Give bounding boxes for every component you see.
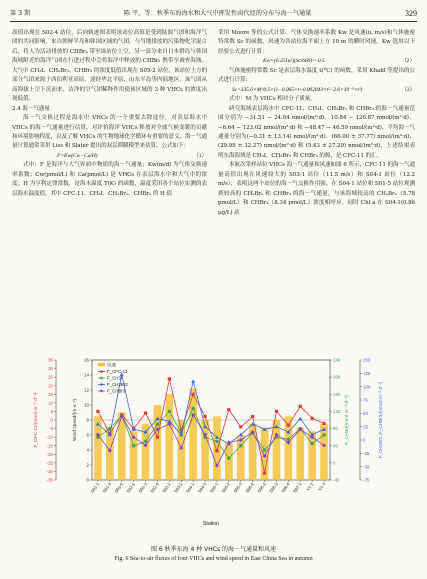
br-tick-label: 75 <box>363 397 368 403</box>
cfc11-point <box>227 408 230 411</box>
wind-tick-label: 16 <box>84 357 89 363</box>
cfc11-tick-label: 5 <box>50 409 53 415</box>
br-tick-label: 0 <box>363 437 366 443</box>
br-tick-label: 150 <box>363 357 371 363</box>
ch3i-point <box>287 438 290 441</box>
x-tick-label: S02-3 <box>137 481 148 494</box>
page-number: 329 <box>405 9 417 18</box>
wind-axis-title: Wind speed/(m·s⁻¹) <box>73 399 78 441</box>
wind-bar <box>296 428 304 481</box>
cfc11-point <box>144 412 147 415</box>
paragraph: 研究海域表层海水中 CFC-11、CH₃I、CH₂Br₂ 和 CHBr₃ 的海－气通量范围分别为 −31.51 − 24.04 nmol/(m²·d)、10.84 − 126.87 nmol/(m²·d)、−6.64 − 123.02 nmol/(m²·d) 和 −48.47 − 46.59 nmol/(m²·d)，平均海－气通量分别为(−0.31 ± 13.14) nmol/(m²·d)、(66.00 ± 37.77) nmol/(m²·d)、(29.99 ± 32.27) nmol/(m²·d) 和 (5.43 ± 27.29) nmol/(m²·d)，上述结果表明东海海域是 CH₃I、CH₂Br₂ 和 CHBr₃ 的源，是 CFC-11 的汇。 <box>218 105 415 159</box>
legend-marker <box>100 383 103 386</box>
ch3i-tick-label: 0 <box>333 460 336 466</box>
x-tick-label: S01-3 <box>101 481 113 494</box>
cfc11-point <box>299 405 302 408</box>
ch3i-tick-label: 160 <box>333 391 341 397</box>
paragraph: 式中：F 是海洋与大气界面中物质的海－气通量；Kw(m/d) 为气体交换速率系数；Cw(pmol/L) 和 Ca(pmol/L) 是 VHCs 在表层海水中和大气中的浓度；H 为亨利定律常数，是海水温度 T(K) 的函数，温度采用各个站位实测的表层海水温度值，其中 CFC-11、CH₃I、CH₂Br₂、CHBr₃ 的 H 值 <box>12 162 207 197</box>
ch3i-point <box>191 407 194 410</box>
ch3i-point <box>132 444 135 447</box>
x-tick-label: S05-2 <box>220 481 232 494</box>
cfc11-tick-label: -20 <box>46 451 53 457</box>
ch3i-point <box>310 442 313 445</box>
ch3i-tick-label: 80 <box>333 426 338 432</box>
legend-marker <box>100 377 103 380</box>
wind-tick-label: 2 <box>86 462 89 468</box>
equation-text: Sc=335.6×M^0.5×(1−0.065×t+0.002043×t²−2.6×10⁻⁵×t³) <box>232 86 363 93</box>
wind-tick-label: 8 <box>86 417 89 423</box>
x-tick-label: S02-1 <box>125 481 136 494</box>
x-tick-label: S05-1 <box>208 481 220 494</box>
cfc11-point <box>311 417 314 420</box>
x-tick-label: S07-1 <box>292 481 303 494</box>
equation-number: （2） <box>401 58 415 65</box>
cfc11-point <box>322 422 325 425</box>
x-tick-label: S02-4 <box>149 481 160 494</box>
cfc11-point <box>215 449 218 452</box>
wind-bar <box>154 405 162 480</box>
wind-bar <box>320 424 328 480</box>
x-tick-label: S01-1 <box>89 481 101 494</box>
paragraph: 气体施密特常数 Sc 是表层海水温度 t(°C) 的函数，采用 Khalil 等提出的公式进行计算： <box>218 67 415 84</box>
equation-3 <box>218 86 415 95</box>
figure-6 <box>30 356 385 529</box>
legend-swatch <box>98 363 105 367</box>
cfc11-tick-label: -10 <box>46 434 53 440</box>
cfc11-point <box>192 393 195 396</box>
cfc11-tick-label: 10 <box>48 400 53 406</box>
x-tick-label: S06-2 <box>256 481 267 494</box>
wind-tick-label: 4 <box>86 447 89 453</box>
equation-text: Kw=(0.251u²)(Sc/660)^−0.5 <box>263 58 325 65</box>
paragraph: 式中：M 为 VHCs 相对分子质量。 <box>229 96 316 103</box>
x-tick-label: S06-3 <box>268 481 279 494</box>
br-tick-label: -50 <box>363 464 370 470</box>
paragraph: 海－气交换过程是海水中 VHCs 的一个重要去除途径，对表层海水中 VHCs 的海－气通量进行估算，对评价海洋 VHCs 释放对全球气候变暖的贡献和环境影响程度，以及了解 VHCs 的生物地球化学循环有重要的意义。海－气通量计算通常采用 Liss 和 Slater 提出的双层滞膜模型来估算，公式如下： <box>12 115 207 150</box>
legend-marker <box>100 390 103 393</box>
equation-text: F=Kw(Cw−Ca/H) <box>57 152 98 159</box>
cfc11-tick-label: -25 <box>46 460 53 466</box>
cfc11-tick-label: 20 <box>48 383 53 389</box>
cfc11-point <box>251 415 254 418</box>
figure-caption-cn: 图 6 秋季东海 4 种 VHCs 的海－气通量和风速 <box>150 546 276 553</box>
ch3i-point <box>168 410 171 413</box>
ch3i-tick-label: 200 <box>333 374 341 380</box>
cfc11-point <box>96 410 99 413</box>
issue-number: 第 3 期 <box>10 10 31 17</box>
cfc11-tick-label: -15 <box>46 443 53 449</box>
wind-tick-label: 10 <box>84 402 89 408</box>
left-column <box>12 29 207 199</box>
cfc11-point <box>275 410 278 413</box>
br-tick-label: -75 <box>363 477 370 483</box>
cfc11-axis-title: F_CFC-11/(nmol·m⁻²·d⁻¹) <box>34 392 39 448</box>
paragraph: 采用 Moore 等的公式计算。气体交换速率系数 Kw 是风速(u, m/s)和气体施密特常数 Sc 的函数，风速为各站位海平面上方 10 m 的瞬时风速。Kw 选用以下经验公式进行计算： <box>218 30 415 55</box>
x-tick-label: S06-4 <box>280 481 291 494</box>
x-tick-label: S03-2 <box>173 481 184 494</box>
wind-bar <box>94 416 102 480</box>
x-tick-label: S01-5 <box>113 481 125 494</box>
ch3i-point <box>215 440 218 443</box>
wind-bar <box>273 420 281 480</box>
paragraph: 高值出现在 S02-4 站位，后向轨迹图表明该站位高值是受到陆源气团和海洋气团的共同影响，来自朝鲜半岛和韩国区域的气团，与当地排放的污染物化学混合后，将人为活动排放的 CHBr₃ 带至该站位上空，另一部分来自日本群岛与韩国海域附近的海洋气团在行进过程中会将海洋中释放的 CHBr₃ 携带至调查海域。大气中 CH₃I、CH₂Br₂、CHBr₃ 的浓度低值出现在 S05-2 站位，该站位上方的部分气团来源于西伯利亚高原，途经华北平原、山东半岛等内陆地区，该气团从高海拔上空下沉而来，洁净的空气团稀释作用使该区域的 3 种 VHCs 的浓度出现低值。 <box>12 30 207 103</box>
ch2br2-point <box>298 417 302 421</box>
cfc11-point <box>203 415 206 418</box>
x-tick-label: S03-1 <box>161 481 172 494</box>
ch3i-point <box>144 440 147 443</box>
x-tick-label: S04-1 <box>184 481 196 494</box>
ch3i-point <box>227 456 230 459</box>
ch3i-point <box>156 423 159 426</box>
legend-label: F_CFC-11 <box>107 369 128 375</box>
x-tick-label: S05-3 <box>232 481 244 494</box>
legend-label: F_CH3I <box>107 375 123 381</box>
equation-number: （3） <box>401 86 415 93</box>
x-tick-label: S04-3 <box>196 481 208 494</box>
equation-1 <box>12 152 207 161</box>
br-tick-label: 125 <box>363 370 371 376</box>
ch3i-point <box>239 444 242 447</box>
x-tick-label: Y1-3 <box>317 481 327 492</box>
cfc11-point <box>156 436 159 439</box>
ch3i-tick-label: 40 <box>333 443 338 449</box>
br-tick-label: 50 <box>363 410 368 416</box>
ch3i-axis-title: F_CH3I/(nmol·m⁻²·d⁻¹) <box>345 395 350 445</box>
figure-caption-en: Fig. 6 Sea-to-air fluxes of four VHCs and wind speed in East China Sea in autumn <box>114 556 313 562</box>
ch3i-tick-label: 240 <box>333 357 341 363</box>
br-axis-title: F_CH2Br2 (F_CHBr3)/(nmol·m⁻²·d⁻¹) <box>378 381 383 459</box>
wind-tick-label: 12 <box>84 387 89 393</box>
ch3i-tick-label: -40 <box>333 477 340 483</box>
running-header <box>10 8 417 22</box>
x-tick-label: S06-1 <box>244 481 255 494</box>
wind-bar <box>213 416 221 480</box>
ch2br2-point <box>191 379 195 383</box>
cfc11-tick-label: 15 <box>48 391 53 397</box>
paragraph: 本航次采样站位 VHCs 海－气通量和风速如图 6 所示，CFC-11 的海－气通量高值出现在风速较大的 S03-1 站位（11.5 m/s）和 S04-1 站位（12.2 m/s），表明这两个站位的海－气交换作用强。在 S04-1 站位和 S01-5 站位观测到较高的 CH₂Br₂ 和 CHBr₃ 的海－气通量，与该海域较高的 CH₂Br₂（5.78 pmol/L）和 CHBr₃（8.34 pmol/L）浓度相呼应。同时 Chl a 在 S04-1(0.86 μg/L) 站 <box>218 162 415 216</box>
cfc11-tick-label: 25 <box>48 374 53 380</box>
cfc11-point <box>287 424 290 427</box>
ch3i-point <box>322 433 325 436</box>
cfc11-point <box>263 472 266 475</box>
cfc11-tick-label: -30 <box>46 469 53 475</box>
cfc11-tick-label: -35 <box>46 477 53 483</box>
equation-2 <box>218 57 415 66</box>
cfc11-tick-label: -5 <box>49 426 53 432</box>
legend-label: F_CH2Br2 <box>107 382 128 388</box>
br-tick-label: 100 <box>363 384 371 390</box>
legend-label: 风速 <box>107 362 116 368</box>
legend-marker <box>100 370 103 373</box>
wind-tick-label: 14 <box>84 372 89 378</box>
cfc11-point <box>168 377 171 380</box>
right-column <box>218 29 415 218</box>
flux-chart <box>30 356 385 529</box>
ch3i-point <box>263 448 266 451</box>
x-axis-title: Station <box>202 521 220 527</box>
cfc11-tick-label: 0 <box>50 417 53 423</box>
equation-number: （1） <box>193 152 207 159</box>
br-tick-label: 25 <box>363 424 368 430</box>
wind-tick-label: 6 <box>86 432 89 438</box>
wind-bar <box>166 394 174 480</box>
cfc11-tick-label: 30 <box>48 366 53 372</box>
wind-tick-label: 0 <box>86 477 89 483</box>
legend-label: F_CHBr3 <box>107 388 126 394</box>
cfc11-tick-label: 35 <box>48 357 53 363</box>
section-heading: 2.4 海－气通量 <box>12 105 50 112</box>
x-tick-label: Y1-2 <box>305 481 315 492</box>
ch3i-tick-label: 120 <box>333 409 341 415</box>
running-title: 陈 平，等：秋季东海海水和大气中挥发性卤代烃的分布与海－气通量 <box>123 10 312 17</box>
br-tick-label: -25 <box>363 450 370 456</box>
cfc11-point <box>239 425 242 428</box>
